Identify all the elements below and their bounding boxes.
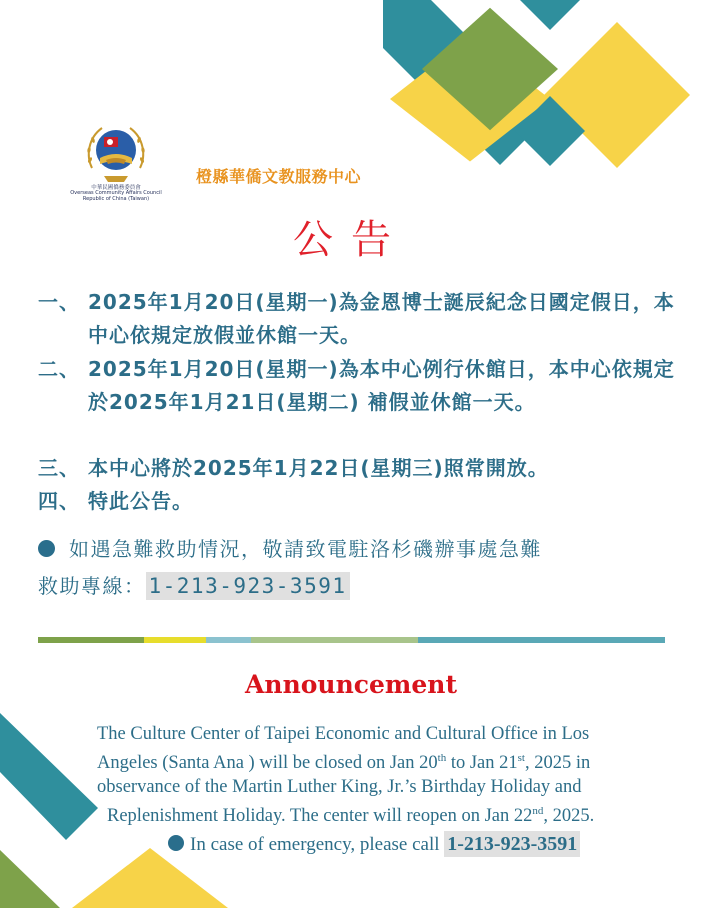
item-text: 本中心將於2025年1月22日(星期三)照常開放。 (88, 456, 549, 480)
item-number: 二、 (38, 357, 80, 381)
notice-title: 公告 (293, 217, 409, 263)
hotline-phone-en[interactable]: 1-213-923-3591 (444, 831, 580, 857)
color-divider (38, 637, 665, 643)
notice-item (38, 286, 678, 352)
center-name: 橙縣華僑文教服務中心 (196, 167, 362, 186)
item-text: 特此公告。 (88, 489, 193, 513)
teal-diamond-top (520, 0, 580, 30)
divider-segment (418, 637, 665, 643)
item-number: 三、 (38, 456, 80, 480)
bullet-icon (168, 835, 184, 851)
announcement-line: Angeles (Santa Ana ) will be closed on Jan 20th to Jan 21st, 2025 in (97, 752, 591, 774)
announcement-title: Announcement (245, 670, 457, 699)
item-number: 一、 (38, 290, 80, 314)
green-triangle-bottom (0, 850, 60, 908)
announcement-body (97, 722, 677, 828)
emergency-notice-english (168, 833, 580, 856)
item-number: 四、 (38, 489, 80, 513)
announcement-line: The Culture Center of Taipei Economic and Cultural Office in Los (97, 724, 590, 744)
emergency-notice-chinese (38, 531, 678, 567)
emergency-text-en: In case of emergency, please call (190, 834, 445, 855)
item-text: 2025年1月20日(星期一)為本中心例行休館日，本中心依規定於2025年1月21日(星期二) 補假並休館一天。 (88, 357, 675, 414)
emergency-text: 如遇急難救助情況，敬請致電駐洛杉磯辦事處急難 (69, 537, 542, 561)
yellow-triangle-bottom (72, 848, 228, 908)
bullet-icon (38, 540, 55, 557)
item-text: 2025年1月20日(星期一)為金恩博士誕辰紀念日國定假日，本中心依規定放假並休館一天。 (88, 290, 675, 347)
announcement-line: observance of the Martin Luther King, Jr.’s Birthday Holiday and (97, 777, 582, 798)
teal-stripe-bottom (0, 713, 98, 840)
notice-item (38, 452, 678, 485)
hotline-chinese (38, 570, 350, 599)
logo-caption-chinese: 中華民國僑務委員會 (91, 185, 141, 191)
announcement-line: Replenishment Holiday. The center will reopen on Jan 22nd, 2025. (107, 805, 595, 827)
hotline-label: 救助專線： (38, 574, 146, 598)
logo-caption-country: Republic of China (Taiwan) (82, 196, 150, 202)
notice-item (38, 485, 678, 518)
divider-segment (206, 637, 251, 643)
notice-item (38, 353, 678, 419)
divider-segment (38, 637, 144, 643)
divider-segment (251, 637, 418, 643)
logo-caption-english: Overseas Community Affairs Council (70, 190, 162, 196)
divider-segment (144, 637, 206, 643)
hotline-phone[interactable]: 1-213-923-3591 (146, 572, 350, 600)
